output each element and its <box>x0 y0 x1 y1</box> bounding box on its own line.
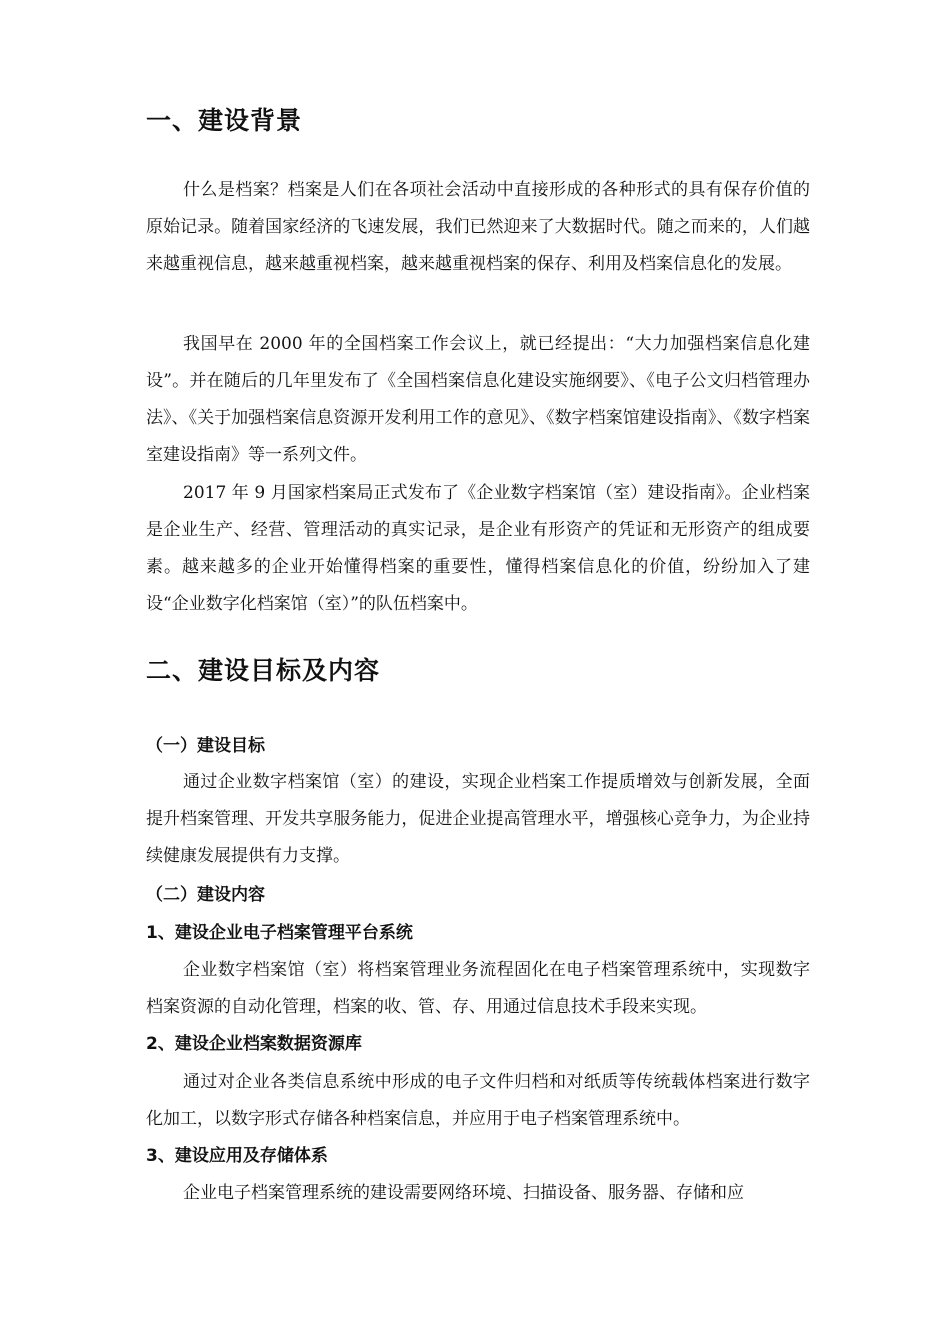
paragraph-data-repository: 通过对企业各类信息系统中形成的电子文件归档和对纸质等传统载体档案进行数字化加工，以数字形式存储各种档案信息，并应用于电子档案管理系统中。 <box>146 1072 810 1129</box>
paragraph-2000-conference: 我国早在 2000 年的全国档案工作会议上，就已经提出：“大力加强档案信息化建设”。并在随后的几年里发布了《全国档案信息化建设实施纲要》、《电子公文归档管理办法》、《关于加强档案信息资源开发利用工作的意见》、《数字档案馆建设指南》、《数字档案室建设指南》等一系列文件。 <box>146 334 810 465</box>
section-heading-goals-content: 二、建设目标及内容 <box>146 656 381 685</box>
subheading-content: （二）建设内容 <box>146 885 265 905</box>
paragraph-2017-guideline: 2017 年 9 月国家档案局正式发布了《企业数字档案馆（室）建设指南》。企业档案是企业生产、经营、管理活动的真实记录，是企业有形资产的凭证和无形资产的组成要素。越来越多的企业开始懂得档案的重要性，懂得档案信息化的价值，纷纷加入了建设“企业数字化档案馆（室）”的队伍档案中。 <box>146 483 810 614</box>
paragraph-platform: 企业数字档案馆（室）将档案管理业务流程固化在电子档案管理系统中，实现数字档案资源的自动化管理，档案的收、管、存、用通过信息技术手段来实现。 <box>146 960 810 1017</box>
section-heading-background: 一、建设背景 <box>146 106 303 135</box>
item-heading-data-repository: 2、建设企业档案数据资源库 <box>146 1034 362 1054</box>
paragraph-goals: 通过企业数字档案馆（室）的建设，实现企业档案工作提质增效与创新发展，全面提升档案管理、开发共享服务能力，促进企业提高管理水平，增强核心竞争力，为企业持续健康发展提供有力支撑。 <box>146 772 810 866</box>
item-heading-storage-system: 3、建设应用及存储体系 <box>146 1146 328 1166</box>
item-heading-platform: 1、建设企业电子档案管理平台系统 <box>146 923 413 943</box>
paragraph-storage-system: 企业电子档案管理系统的建设需要网络环境、扫描设备、服务器、存储和应 <box>183 1183 744 1203</box>
paragraph-what-is-archive: 什么是档案？档案是人们在各项社会活动中直接形成的各种形式的具有保存价值的原始记录。随着国家经济的飞速发展，我们已然迎来了大数据时代。随之而来的，人们越来越重视信息，越来越重视档案，越来越重视档案的保存、利用及档案信息化的发展。 <box>146 180 810 274</box>
subheading-goals: （一）建设目标 <box>146 736 265 756</box>
